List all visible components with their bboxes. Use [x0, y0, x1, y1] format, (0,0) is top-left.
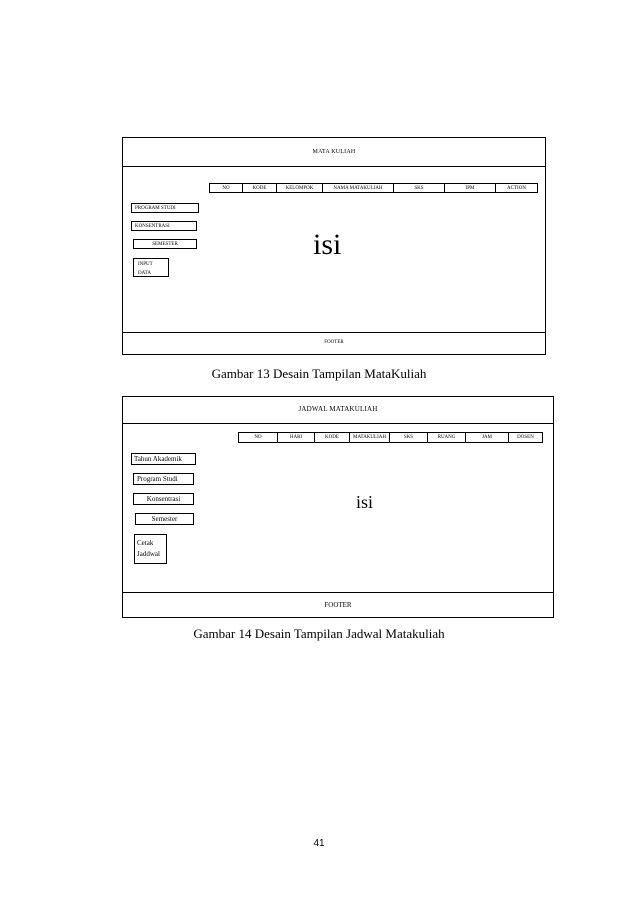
table-header	[209, 183, 538, 193]
column-header-kode: KODE	[242, 183, 277, 193]
column-header-no: NO	[238, 432, 278, 443]
wireframe-title: MATA KULIAH	[312, 149, 356, 155]
header-divider	[123, 423, 553, 424]
program-studi-button: Program Studi	[133, 473, 194, 485]
footer-divider	[123, 332, 545, 333]
matakuliah-wireframe	[122, 137, 546, 355]
figure-14-caption: Gambar 14 Desain Tampilan Jadwal Matakuliah	[193, 626, 445, 641]
column-header-ruang: RUANG	[427, 432, 466, 443]
semester-button: SEMESTER	[133, 239, 197, 249]
content-placeholder: isi	[313, 228, 342, 261]
column-header-sks: SKS	[389, 432, 428, 443]
table-header	[238, 432, 543, 443]
figure-13-caption: Gambar 13 Desain Tampilan MataKuliah	[211, 366, 427, 381]
footer-divider	[123, 592, 553, 593]
column-header-no: NO	[209, 183, 243, 193]
header-divider	[123, 166, 545, 167]
column-header-kode: KODE	[314, 432, 350, 443]
program-studi-button: PROGRAM STUDI	[131, 203, 199, 213]
wireframe-title: JADWAL MATAKULIAH	[298, 405, 378, 413]
konsentrasi-button: Konsentrasi	[133, 493, 194, 505]
konsentrasi-button: KONSENTRASI	[131, 221, 197, 231]
content-placeholder: isi	[356, 492, 374, 512]
footer-label: FOOTER	[324, 601, 352, 609]
column-header-ipm: IPM	[444, 183, 496, 193]
column-header-action: ACTION	[495, 183, 538, 193]
column-header-nama-matakuliah: NAMA MATAKULIAH	[322, 183, 394, 193]
column-header-kelompok: KELOMPOK	[276, 183, 323, 193]
cetak-jadwal-button: Cetak Jaddwal	[134, 534, 167, 564]
column-header-dosen: DOSEN	[508, 432, 543, 443]
page-number: 41	[313, 838, 325, 849]
column-header-matakuliah: MATAKULIAH	[349, 432, 390, 443]
tahun-akademik-button: Tahun Akademik	[131, 453, 196, 465]
semester-button: Semester	[135, 513, 194, 525]
input-data-button: INPUT DATA	[133, 258, 169, 277]
column-header-sks: SKS	[393, 183, 445, 193]
column-header-jam: JAM	[465, 432, 509, 443]
column-header-hari: HARI	[277, 432, 315, 443]
footer-label: FOOTER	[324, 340, 344, 345]
jadwal-wireframe	[122, 396, 554, 618]
